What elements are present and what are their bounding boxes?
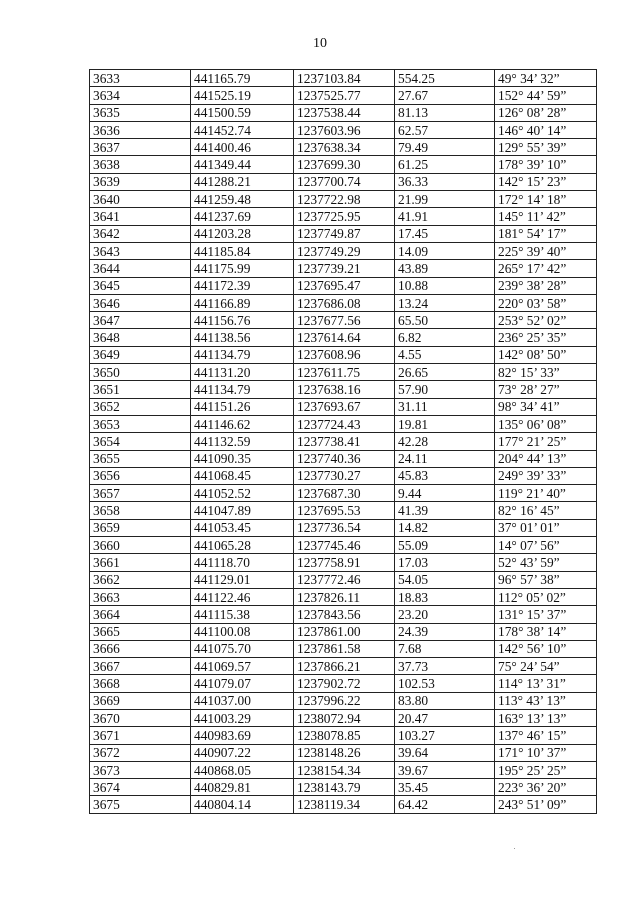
distance-cell: 14.09 [395,242,495,259]
x-coordinate-cell: 441068.45 [191,467,294,484]
table-row [90,588,597,605]
x-coordinate-cell: 441237.69 [191,208,294,225]
table-row [90,519,597,536]
bearing-cell: 223° 36’ 20” [495,779,597,796]
y-coordinate-cell: 1237525.77 [294,87,395,104]
bearing-cell: 135° 06’ 08” [495,415,597,432]
x-coordinate-cell: 441069.57 [191,658,294,675]
point-number-cell: 3666 [90,640,191,657]
bearing-cell: 220° 03’ 58” [495,294,597,311]
bearing-cell: 225° 39’ 40” [495,242,597,259]
x-coordinate-cell: 441166.89 [191,294,294,311]
x-coordinate-cell: 441146.62 [191,415,294,432]
point-number-cell: 3643 [90,242,191,259]
distance-cell: 31.11 [395,398,495,415]
y-coordinate-cell: 1237749.29 [294,242,395,259]
x-coordinate-cell: 441175.99 [191,260,294,277]
point-number-cell: 3665 [90,623,191,640]
table-row [90,796,597,813]
bearing-cell: 14° 07’ 56” [495,537,597,554]
bearing-cell: 82° 16’ 45” [495,502,597,519]
point-number-cell: 3673 [90,761,191,778]
table-row [90,70,597,87]
bearing-cell: 131° 15’ 37” [495,606,597,623]
table-row [90,675,597,692]
point-number-cell: 3653 [90,415,191,432]
x-coordinate-cell: 441131.20 [191,364,294,381]
x-coordinate-cell: 441134.79 [191,346,294,363]
distance-cell: 36.33 [395,173,495,190]
table-row [90,744,597,761]
distance-cell: 10.88 [395,277,495,294]
x-coordinate-cell: 441203.28 [191,225,294,242]
bearing-cell: 178° 38’ 14” [495,623,597,640]
table-row [90,450,597,467]
distance-cell: 18.83 [395,588,495,605]
table-row [90,727,597,744]
point-number-cell: 3660 [90,537,191,554]
bearing-cell: 181° 54’ 17” [495,225,597,242]
distance-cell: 24.39 [395,623,495,640]
point-number-cell: 3640 [90,191,191,208]
y-coordinate-cell: 1237103.84 [294,70,395,87]
bearing-cell: 52° 43’ 59” [495,554,597,571]
y-coordinate-cell: 1238148.26 [294,744,395,761]
x-coordinate-cell: 441500.59 [191,104,294,121]
table-row [90,173,597,190]
table-row [90,658,597,675]
point-number-cell: 3644 [90,260,191,277]
bearing-cell: 119° 21’ 40” [495,485,597,502]
bearing-cell: 204° 44’ 13” [495,450,597,467]
distance-cell: 13.24 [395,294,495,311]
y-coordinate-cell: 1238072.94 [294,709,395,726]
y-coordinate-cell: 1237826.11 [294,588,395,605]
distance-cell: 21.99 [395,191,495,208]
bearing-cell: 112° 05’ 02” [495,588,597,605]
distance-cell: 41.39 [395,502,495,519]
point-number-cell: 3656 [90,467,191,484]
x-coordinate-cell: 441079.07 [191,675,294,692]
bearing-cell: 98° 34’ 41” [495,398,597,415]
y-coordinate-cell: 1237677.56 [294,312,395,329]
x-coordinate-cell: 441288.21 [191,173,294,190]
y-coordinate-cell: 1237611.75 [294,364,395,381]
x-coordinate-cell: 440907.22 [191,744,294,761]
table-row [90,606,597,623]
bearing-cell: 113° 43’ 13” [495,692,597,709]
distance-cell: 41.91 [395,208,495,225]
distance-cell: 55.09 [395,537,495,554]
bearing-cell: 145° 11’ 42” [495,208,597,225]
bearing-cell: 82° 15’ 33” [495,364,597,381]
y-coordinate-cell: 1238119.34 [294,796,395,813]
y-coordinate-cell: 1238154.34 [294,761,395,778]
page-number: 10 [313,36,327,51]
point-number-cell: 3649 [90,346,191,363]
distance-cell: 83.80 [395,692,495,709]
x-coordinate-cell: 441259.48 [191,191,294,208]
table-row [90,761,597,778]
point-number-cell: 3664 [90,606,191,623]
bearing-cell: 142° 08’ 50” [495,346,597,363]
y-coordinate-cell: 1237738.41 [294,433,395,450]
point-number-cell: 3674 [90,779,191,796]
point-number-cell: 3662 [90,571,191,588]
distance-cell: 24.11 [395,450,495,467]
point-number-cell: 3654 [90,433,191,450]
y-coordinate-cell: 1237745.46 [294,537,395,554]
y-coordinate-cell: 1237608.96 [294,346,395,363]
coordinates-table-body [90,70,597,814]
distance-cell: 554.25 [395,70,495,87]
point-number-cell: 3647 [90,312,191,329]
x-coordinate-cell: 440868.05 [191,761,294,778]
table-row [90,364,597,381]
point-number-cell: 3655 [90,450,191,467]
y-coordinate-cell: 1237740.36 [294,450,395,467]
coordinates-table [89,69,597,814]
table-row [90,554,597,571]
y-coordinate-cell: 1237724.43 [294,415,395,432]
table-row [90,294,597,311]
y-coordinate-cell: 1238078.85 [294,727,395,744]
y-coordinate-cell: 1237730.27 [294,467,395,484]
distance-cell: 61.25 [395,156,495,173]
bearing-cell: 249° 39’ 33” [495,467,597,484]
point-number-cell: 3638 [90,156,191,173]
bearing-cell: 265° 17’ 42” [495,260,597,277]
table-row [90,104,597,121]
table-row [90,225,597,242]
x-coordinate-cell: 441165.79 [191,70,294,87]
point-number-cell: 3636 [90,121,191,138]
x-coordinate-cell: 441053.45 [191,519,294,536]
point-number-cell: 3670 [90,709,191,726]
table-row [90,312,597,329]
table-row [90,346,597,363]
point-number-cell: 3658 [90,502,191,519]
table-row [90,156,597,173]
bearing-cell: 114° 13’ 31” [495,675,597,692]
y-coordinate-cell: 1237693.67 [294,398,395,415]
bearing-cell: 49° 34’ 32” [495,70,597,87]
table-row [90,87,597,104]
scan-speck [514,848,515,849]
point-number-cell: 3661 [90,554,191,571]
point-number-cell: 3645 [90,277,191,294]
distance-cell: 45.83 [395,467,495,484]
distance-cell: 102.53 [395,675,495,692]
point-number-cell: 3663 [90,588,191,605]
x-coordinate-cell: 441400.46 [191,139,294,156]
point-number-cell: 3667 [90,658,191,675]
table-row [90,502,597,519]
distance-cell: 54.05 [395,571,495,588]
y-coordinate-cell: 1237538.44 [294,104,395,121]
distance-cell: 39.64 [395,744,495,761]
table-row [90,381,597,398]
bearing-cell: 146° 40’ 14” [495,121,597,138]
bearing-cell: 75° 24’ 54” [495,658,597,675]
distance-cell: 57.90 [395,381,495,398]
y-coordinate-cell: 1238143.79 [294,779,395,796]
y-coordinate-cell: 1237843.56 [294,606,395,623]
y-coordinate-cell: 1237638.34 [294,139,395,156]
point-number-cell: 3635 [90,104,191,121]
x-coordinate-cell: 441118.70 [191,554,294,571]
x-coordinate-cell: 441075.70 [191,640,294,657]
x-coordinate-cell: 441172.39 [191,277,294,294]
distance-cell: 27.67 [395,87,495,104]
distance-cell: 19.81 [395,415,495,432]
y-coordinate-cell: 1237772.46 [294,571,395,588]
table-row [90,692,597,709]
point-number-cell: 3671 [90,727,191,744]
point-number-cell: 3672 [90,744,191,761]
y-coordinate-cell: 1237722.98 [294,191,395,208]
table-row [90,398,597,415]
distance-cell: 39.67 [395,761,495,778]
bearing-cell: 126° 08’ 28” [495,104,597,121]
x-coordinate-cell: 441052.52 [191,485,294,502]
x-coordinate-cell: 441134.79 [191,381,294,398]
point-number-cell: 3646 [90,294,191,311]
distance-cell: 26.65 [395,364,495,381]
table-row [90,139,597,156]
bearing-cell: 253° 52’ 02” [495,312,597,329]
point-number-cell: 3652 [90,398,191,415]
table-row [90,208,597,225]
x-coordinate-cell: 441122.46 [191,588,294,605]
distance-cell: 20.47 [395,709,495,726]
x-coordinate-cell: 441065.28 [191,537,294,554]
bearing-cell: 73° 28’ 27” [495,381,597,398]
x-coordinate-cell: 441003.29 [191,709,294,726]
table-row [90,537,597,554]
point-number-cell: 3641 [90,208,191,225]
bearing-cell: 236° 25’ 35” [495,329,597,346]
distance-cell: 14.82 [395,519,495,536]
point-number-cell: 3633 [90,70,191,87]
distance-cell: 79.49 [395,139,495,156]
x-coordinate-cell: 440804.14 [191,796,294,813]
table-row [90,415,597,432]
point-number-cell: 3668 [90,675,191,692]
table-row [90,329,597,346]
y-coordinate-cell: 1237725.95 [294,208,395,225]
y-coordinate-cell: 1237700.74 [294,173,395,190]
y-coordinate-cell: 1237902.72 [294,675,395,692]
distance-cell: 103.27 [395,727,495,744]
y-coordinate-cell: 1237996.22 [294,692,395,709]
table-row [90,260,597,277]
table-row [90,640,597,657]
y-coordinate-cell: 1237695.53 [294,502,395,519]
table-row [90,277,597,294]
y-coordinate-cell: 1237866.21 [294,658,395,675]
bearing-cell: 137° 46’ 15” [495,727,597,744]
bearing-cell: 171° 10’ 37” [495,744,597,761]
distance-cell: 17.03 [395,554,495,571]
distance-cell: 81.13 [395,104,495,121]
x-coordinate-cell: 441452.74 [191,121,294,138]
table-row [90,433,597,450]
bearing-cell: 243° 51’ 09” [495,796,597,813]
bearing-cell: 163° 13’ 13” [495,709,597,726]
x-coordinate-cell: 440829.81 [191,779,294,796]
point-number-cell: 3648 [90,329,191,346]
point-number-cell: 3659 [90,519,191,536]
x-coordinate-cell: 441129.01 [191,571,294,588]
point-number-cell: 3651 [90,381,191,398]
table-row [90,467,597,484]
bearing-cell: 177° 21’ 25” [495,433,597,450]
x-coordinate-cell: 441047.89 [191,502,294,519]
bearing-cell: 152° 44’ 59” [495,87,597,104]
y-coordinate-cell: 1237861.58 [294,640,395,657]
y-coordinate-cell: 1237614.64 [294,329,395,346]
x-coordinate-cell: 441185.84 [191,242,294,259]
table-row [90,709,597,726]
x-coordinate-cell: 441151.26 [191,398,294,415]
point-number-cell: 3634 [90,87,191,104]
point-number-cell: 3637 [90,139,191,156]
bearing-cell: 37° 01’ 01” [495,519,597,536]
x-coordinate-cell: 441100.08 [191,623,294,640]
distance-cell: 64.42 [395,796,495,813]
x-coordinate-cell: 441090.35 [191,450,294,467]
table-row [90,623,597,640]
distance-cell: 42.28 [395,433,495,450]
distance-cell: 23.20 [395,606,495,623]
point-number-cell: 3650 [90,364,191,381]
distance-cell: 43.89 [395,260,495,277]
y-coordinate-cell: 1237699.30 [294,156,395,173]
point-number-cell: 3657 [90,485,191,502]
distance-cell: 7.68 [395,640,495,657]
point-number-cell: 3675 [90,796,191,813]
distance-cell: 4.55 [395,346,495,363]
y-coordinate-cell: 1237861.00 [294,623,395,640]
distance-cell: 9.44 [395,485,495,502]
distance-cell: 62.57 [395,121,495,138]
bearing-cell: 142° 56’ 10” [495,640,597,657]
table-row [90,191,597,208]
y-coordinate-cell: 1237749.87 [294,225,395,242]
x-coordinate-cell: 441138.56 [191,329,294,346]
bearing-cell: 96° 57’ 38” [495,571,597,588]
y-coordinate-cell: 1237739.21 [294,260,395,277]
table-row [90,121,597,138]
distance-cell: 6.82 [395,329,495,346]
distance-cell: 65.50 [395,312,495,329]
point-number-cell: 3639 [90,173,191,190]
distance-cell: 37.73 [395,658,495,675]
y-coordinate-cell: 1237638.16 [294,381,395,398]
distance-cell: 35.45 [395,779,495,796]
bearing-cell: 195° 25’ 25” [495,761,597,778]
distance-cell: 17.45 [395,225,495,242]
y-coordinate-cell: 1237687.30 [294,485,395,502]
point-number-cell: 3642 [90,225,191,242]
table-row [90,779,597,796]
y-coordinate-cell: 1237695.47 [294,277,395,294]
x-coordinate-cell: 441132.59 [191,433,294,450]
bearing-cell: 239° 38’ 28” [495,277,597,294]
x-coordinate-cell: 440983.69 [191,727,294,744]
table-row [90,571,597,588]
y-coordinate-cell: 1237736.54 [294,519,395,536]
bearing-cell: 142° 15’ 23” [495,173,597,190]
x-coordinate-cell: 441156.76 [191,312,294,329]
x-coordinate-cell: 441525.19 [191,87,294,104]
bearing-cell: 178° 39’ 10” [495,156,597,173]
x-coordinate-cell: 441115.38 [191,606,294,623]
bearing-cell: 129° 55’ 39” [495,139,597,156]
bearing-cell: 172° 14’ 18” [495,191,597,208]
table-row [90,485,597,502]
table-row [90,242,597,259]
x-coordinate-cell: 441037.00 [191,692,294,709]
y-coordinate-cell: 1237603.96 [294,121,395,138]
y-coordinate-cell: 1237686.08 [294,294,395,311]
point-number-cell: 3669 [90,692,191,709]
x-coordinate-cell: 441349.44 [191,156,294,173]
y-coordinate-cell: 1237758.91 [294,554,395,571]
